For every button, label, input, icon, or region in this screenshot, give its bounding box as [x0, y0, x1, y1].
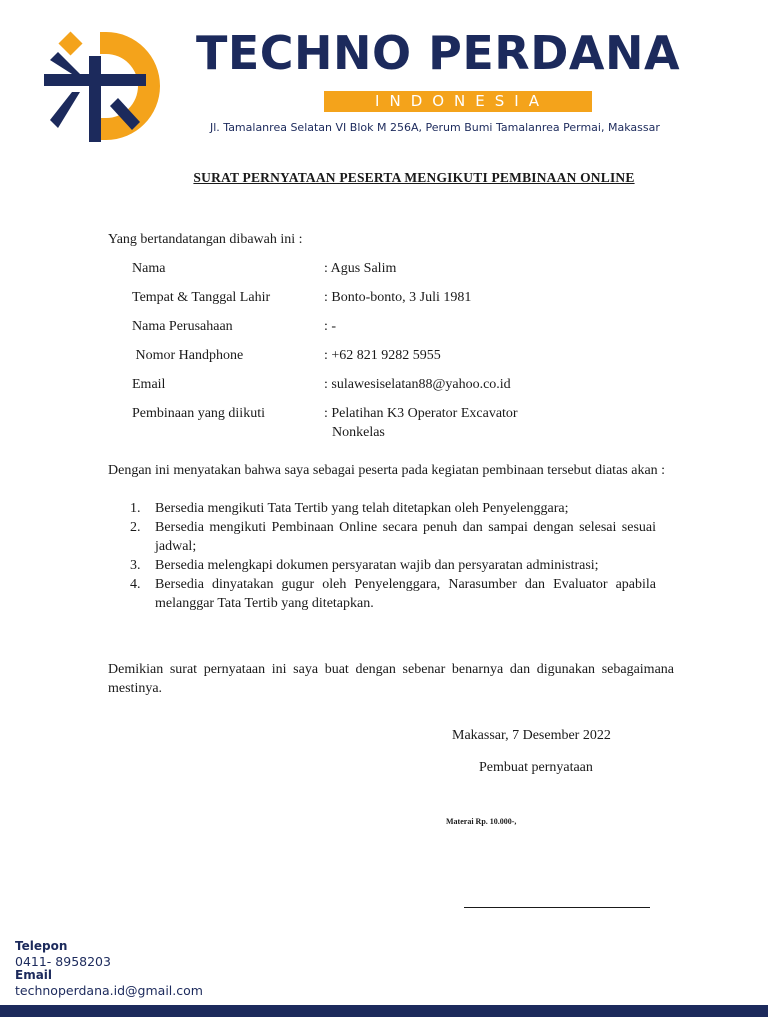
field-value-continued: Nonkelas: [332, 425, 385, 440]
email-label: Email: [15, 968, 53, 982]
field-label: Tempat & Tanggal Lahir: [132, 290, 271, 305]
field-label: Nama: [132, 261, 166, 276]
list-number: 3.: [130, 558, 141, 573]
intro-text: Yang bertandatangan dibawah ini :: [108, 232, 303, 247]
list-text: Bersedia mengikuti Pembinaan Online secara penuh dan sampai dengan selesai sesuai jadwal;: [155, 520, 656, 554]
place-date: Makassar, 7 Desember 2022: [452, 728, 611, 743]
document-title: SURAT PERNYATAAN PESERTA MENGIKUTI PEMBINAAN ONLINE: [193, 170, 635, 185]
list-text: Bersedia dinyatakan gugur oleh Penyelenggara, Narasumber dan Evaluator apabila melanggar Tata Tertib yang ditetapkan.: [155, 577, 656, 611]
company-address: Jl. Tamalanrea Selatan VI Blok M 256A, Perum Bumi Tamalanrea Permai, Makassar: [210, 121, 660, 134]
field-value: : Pelatihan K3 Operator Excavator: [324, 406, 518, 421]
company-logo: [44, 26, 180, 144]
list-number: 2.: [130, 520, 141, 535]
signer-role: Pembuat pernyataan: [479, 760, 593, 775]
company-subtitle: INDONESIA: [324, 91, 592, 112]
list-number: 1.: [130, 501, 141, 516]
phone-label: Telepon: [15, 939, 68, 953]
statement-intro: Dengan ini menyatakan bahwa saya sebagai peserta pada kegiatan pembinaan tersebut diatas akan :: [108, 463, 666, 478]
field-value: : Agus Salim: [324, 261, 397, 276]
signature-line: [464, 907, 650, 908]
field-value: : sulawesiselatan88@yahoo.co.id: [324, 377, 511, 392]
stamp-text: Materai Rp. 10.000-,: [446, 817, 517, 826]
field-label: Nama Perusahaan: [132, 319, 233, 334]
field-value: : -: [324, 319, 337, 334]
list-number: 4.: [130, 577, 141, 592]
field-label: Nomor Handphone: [132, 348, 244, 363]
list-item: [130, 556, 656, 575]
field-label: Email: [132, 377, 166, 392]
field-value: : Bonto-bonto, 3 Juli 1981: [324, 290, 472, 305]
list-item: [130, 575, 656, 613]
list-text: Bersedia melengkapi dokumen persyaratan wajib dan persyaratan administrasi;: [155, 558, 599, 573]
list-item: [130, 518, 656, 556]
company-name: TECHNO PERDANA: [196, 26, 681, 80]
list-text: Bersedia mengikuti Tata Tertib yang telah ditetapkan oleh Penyelenggara;: [155, 501, 569, 516]
field-label: Pembinaan yang diikuti: [132, 406, 265, 421]
field-value: : +62 821 9282 5955: [324, 348, 441, 363]
list-item: [130, 499, 656, 518]
closing-text: Demikian surat pernyataan ini saya buat dengan sebenar benarnya dan digunakan sebagaimana mestinya.: [108, 662, 674, 696]
footer-bar: [0, 1005, 768, 1017]
statement-list: [130, 499, 656, 613]
phone-number: 0411- 8958203: [15, 954, 111, 969]
email-address: technoperdana.id@gmail.com: [15, 983, 203, 998]
